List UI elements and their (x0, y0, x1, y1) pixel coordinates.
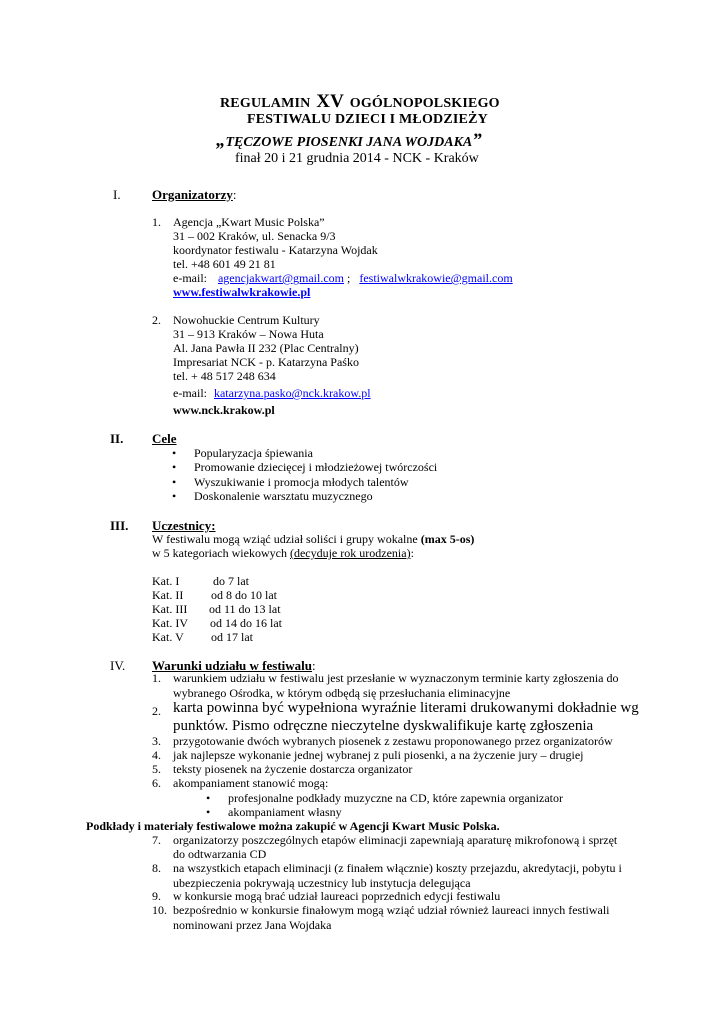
goal-item: Promowanie dziecięcej i młodzieżowej twórczości (194, 460, 438, 474)
bullet-icon: • (206, 791, 211, 805)
org-1-email-separator: ; (346, 271, 351, 285)
categories-text: w 5 kategoriach wiekowych (152, 546, 287, 560)
org-1-tel: tel. +48 601 49 21 81 (173, 257, 276, 271)
org-1-email-1-link[interactable]: agencjakwart@gmail.com (217, 271, 344, 285)
org-1-email-2-link[interactable]: festiwalwkrakowie@gmail.com (359, 271, 513, 285)
condition-number: 1. (152, 671, 161, 685)
org-2-street: Al. Jana Pawła II 232 (Plac Centralny) (173, 341, 359, 355)
section-1-heading (152, 187, 237, 202)
title-edition: XV (316, 91, 345, 112)
section-2-number: II. (110, 431, 124, 446)
org-1-name: Agencja „Kwart Music Polska” (173, 215, 325, 229)
category-range: do 7 lat (213, 574, 249, 588)
condition-number: 7. (152, 833, 161, 847)
category-label: Kat. IV (152, 616, 188, 630)
title-open-quote: „ (216, 130, 226, 151)
category-range: od 17 lat (211, 630, 253, 644)
category-range: od 11 do 13 lat (209, 602, 281, 616)
section-1-colon: : (232, 187, 237, 202)
accompaniment-option: profesjonalne podkłady muzyczne na CD, które zapewnia organizator (228, 791, 563, 805)
festival-name: TĘCZOWE PIOSENKI JANA WOJDAKA (225, 135, 473, 150)
categories-note: (decyduje rok urodzenia) (289, 546, 411, 560)
condition-number: 8. (152, 861, 161, 875)
category-label: Kat. III (152, 602, 188, 616)
participants-line-2 (152, 546, 414, 560)
condition-line: ubezpieczenia pokrywają uczestnicy lub instytucja delegująca (173, 876, 471, 890)
title-line-1 (220, 91, 500, 113)
condition-number: 10. (152, 903, 167, 917)
org-1-coordinator: koordynator festiwalu - Katarzyna Wojdak (173, 243, 378, 257)
bullet-icon: • (172, 475, 177, 489)
condition-line: na wszystkich etapach eliminacji (z finałem włącznie) koszty przejazdu, akredytacji, pobytu i (173, 861, 622, 875)
org-1-number: 1. (152, 215, 161, 229)
condition-line: punktów. Pismo odręczne nieczytelne dyskwalifikuje kartę zgłoszenia (173, 718, 594, 734)
goal-item: Popularyzacja śpiewania (194, 446, 313, 460)
org-1-address: 31 – 002 Kraków, ul. Senacka 9/3 (173, 229, 336, 243)
org-2-email-link[interactable]: katarzyna.pasko@nck.krakow.pl (213, 386, 371, 400)
purchase-note: Podkłady i materiały festiwalowe można zakupić w Agencji Kwart Music Polska. (86, 819, 500, 833)
title-line-3 (216, 130, 482, 152)
org-2-tel: tel. + 48 517 248 634 (173, 369, 276, 383)
section-4-colon: : (312, 658, 316, 673)
category-label: Kat. I (152, 574, 180, 588)
condition-line: wybranego Ośrodka, w którym odbędą się przesłuchania eliminacyjne (173, 686, 511, 700)
condition-number: 3. (152, 734, 161, 748)
category-label: Kat. II (152, 588, 184, 602)
condition-number: 4. (152, 748, 161, 762)
category-label: Kat. V (152, 630, 184, 644)
condition-number: 5. (152, 762, 161, 776)
condition-number: 9. (152, 889, 161, 903)
condition-line: przygotowanie dwóch wybranych piosenek z zestawu proponowanego przez organizatorów (173, 734, 613, 748)
bullet-icon: • (172, 446, 177, 460)
org-2-email-line (173, 386, 371, 400)
title-regulamin: REGULAMIN (220, 96, 311, 111)
category-range: od 14 do 16 lat (210, 616, 282, 630)
title-line-2: FESTIWALU DZIECI I MŁODZIEŻY (247, 112, 488, 127)
participants-line-1 (152, 532, 474, 546)
bullet-icon: • (172, 460, 177, 474)
condition-line: karta powinna być wypełniona wyraźnie literami drukowanymi dokładnie wg (173, 700, 639, 716)
condition-line: do odtwarzania CD (173, 847, 267, 861)
condition-number: 2. (152, 704, 161, 718)
org-2-address: 31 – 913 Kraków – Nowa Huta (173, 327, 324, 341)
org-2-impresariat: Impresariat NCK - p. Katarzyna Paśko (173, 355, 359, 369)
condition-line: organizatorzy poszczególnych etapów eliminacji zapewniają aparaturę mikrofonową i sprzęt (173, 833, 618, 847)
condition-line: nominowani przez Jana Wojdaka (173, 918, 332, 932)
condition-line: w konkursie mogą brać udział laureaci poprzednich edycji festiwalu (173, 889, 501, 903)
section-4-number: IV. (110, 658, 126, 673)
org-1-www-line (173, 285, 310, 299)
section-1-title: Organizatorzy (152, 187, 233, 202)
goal-item: Doskonalenie warsztatu muzycznego (194, 489, 373, 503)
category-range: od 8 do 10 lat (211, 588, 277, 602)
org-2-email-label: e-mail: (173, 386, 207, 400)
org-2-www: www.nck.krakow.pl (173, 403, 275, 417)
title-close-quote: ” (472, 130, 482, 151)
categories-colon: : (410, 546, 414, 560)
participants-max: (max 5-os) (420, 532, 475, 546)
title-ogolnopolskiego: OGÓLNOPOLSKIEGO (349, 96, 500, 111)
condition-line: teksty piosenek na życzenie dostarcza organizator (173, 762, 413, 776)
condition-line: akompaniament stanowić mogą: (173, 776, 329, 790)
title-line-4: finał 20 i 21 grudnia 2014 - NCK - Kraków (235, 151, 479, 166)
org-2-name: Nowohuckie Centrum Kultury (173, 313, 320, 327)
section-3-number: III. (110, 518, 129, 533)
section-3-title: Uczestnicy: (152, 518, 216, 533)
section-1-number: I. (113, 187, 121, 202)
org-1-email-label: e-mail: (173, 271, 207, 285)
org-1-www-link[interactable]: www.festiwalwkrakowie.pl (173, 285, 311, 299)
section-2-title: Cele (152, 431, 177, 446)
condition-number: 6. (152, 776, 161, 790)
accompaniment-option: akompaniament własny (228, 805, 342, 819)
bullet-icon: • (206, 805, 211, 819)
condition-line: jak najlepsze wykonanie jednej wybranej z puli piosenki, a na życzenie jury – drugiej (173, 748, 584, 762)
condition-line: bezpośrednio w konkursie finałowym mogą wziąć udział również laureaci innych festiwali (173, 903, 610, 917)
bullet-icon: • (172, 489, 177, 503)
org-2-number: 2. (152, 313, 161, 327)
condition-line: warunkiem udziału w festiwalu jest przesłanie w wyznaczonym terminie karty zgłoszenia do (173, 671, 619, 685)
participants-text: W festiwalu mogą wziąć udział soliści i grupy wokalne (152, 532, 418, 546)
section-4-title: Warunki udziału w festiwalu (152, 658, 313, 673)
org-1-email-line (173, 271, 513, 285)
goal-item: Wyszukiwanie i promocja młodych talentów (194, 475, 409, 489)
